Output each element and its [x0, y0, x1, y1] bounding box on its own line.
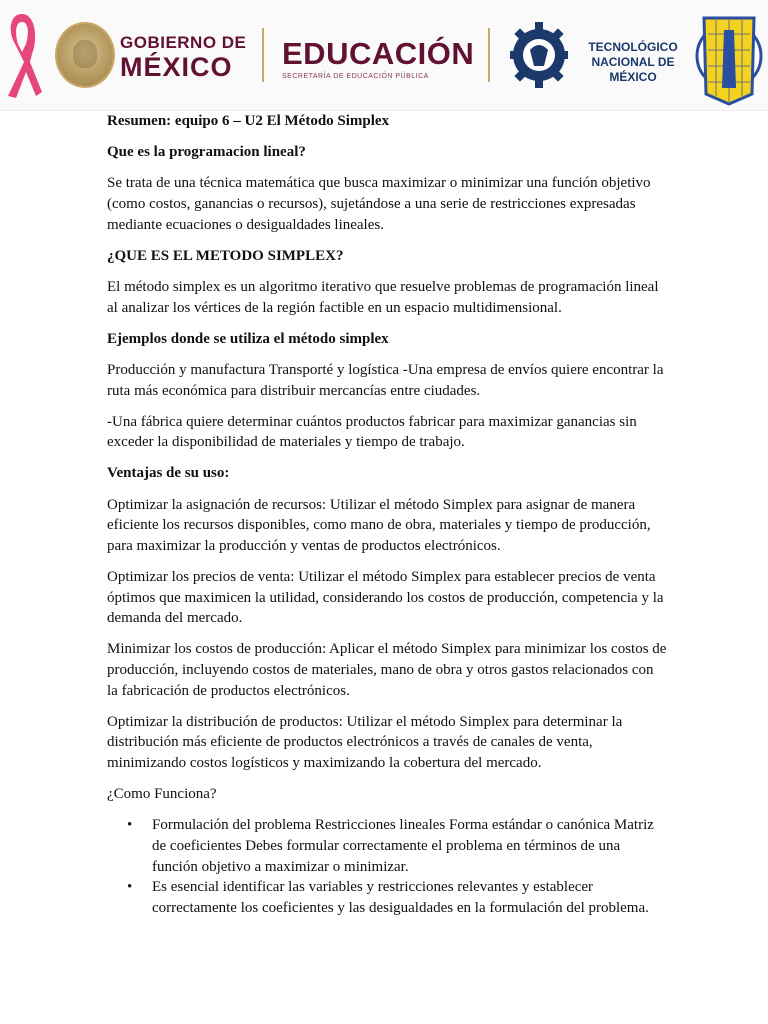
document-body	[107, 111, 667, 918]
paragraph-ventaja-distribucion: Optimizar la distribución de productos: Utilizar el método Simplex para determinar la distribución más eficiente de productos electrónicos a través de canales de venta, minimizando costos logísticos y maximizando la cobertura del mercado.	[107, 713, 623, 771]
heading-ventajas: Ventajas de su uso:	[107, 465, 230, 482]
list-item	[127, 815, 667, 877]
list-item-text: Formulación del problema Restricciones lineales Forma estándar o canónica Matriz de coeficientes Debes formular correctamente el problema en términos de una función objetivo a maximizar o minimizar.	[152, 817, 654, 875]
paragraph-ventaja-recursos: Optimizar la asignación de recursos: Utilizar el método Simplex para asignar de manera eficiente los recursos disponibles, como mano de obra, materiales y tiempo de producción, para maximizar la producción y ventas de productos electrónicos.	[107, 496, 651, 554]
gob-logo-line2: MÉXICO	[120, 52, 233, 82]
list-item-text: Es esencial identificar las variables y restricciones relevantes y establecer correctamente los coeficientes y las desigualdades en la formulación del problema.	[152, 879, 649, 916]
gobierno-de-mexico-logo	[120, 34, 260, 81]
bullet-dot-icon: •	[127, 879, 133, 896]
header-divider	[262, 28, 264, 82]
tecnm-wordmark	[572, 40, 694, 85]
paragraph-ventaja-costos: Minimizar los costos de producción: Aplicar el método Simplex para minimizar los costos de producción, incluyendo costos de materiales, mano de obra y otros gastos relacionados con la fabricación de productos electrónicos.	[107, 641, 667, 699]
heading-ejemplos: Ejemplos donde se utiliza el método simplex	[107, 330, 389, 347]
paragraph-ventaja-precios: Optimizar los precios de venta: Utilizar el método Simplex para establecer precios de venta óptimos que maximicen la utilidad, considerando los costos de producción, competencia y la demanda del mercado.	[107, 569, 664, 627]
heading-programacion-lineal: Que es la programacion lineal?	[107, 144, 306, 161]
heading-metodo-simplex: ¿QUE ES EL METODO SIMPLEX?	[107, 247, 344, 264]
list-item	[127, 877, 667, 918]
heading-como-funciona: ¿Como Funciona?	[107, 786, 217, 803]
edu-logo-subtitle: SECRETARÍA DE EDUCACIÓN PÚBLICA	[282, 73, 429, 80]
pink-ribbon-icon	[2, 10, 42, 100]
edu-logo-title: EDUCACIÓN	[282, 36, 475, 71]
paragraph-ejemplo-fabrica: -Una fábrica quiere determinar cuántos productos fabricar para maximizar ganancias sin exceder la disponibilidad de materiales y tiempo de trabajo.	[107, 413, 637, 451]
gob-logo-line1: GOBIERNO DE	[120, 33, 247, 52]
document-header-banner	[0, 0, 768, 111]
mexico-coat-of-arms-logo	[55, 22, 115, 88]
educacion-logo	[282, 38, 482, 80]
header-divider	[488, 28, 490, 82]
tecnm-line2: NACIONAL DE MÉXICO	[591, 55, 675, 84]
bullet-list-como-funciona	[107, 815, 667, 918]
bullet-dot-icon: •	[127, 817, 133, 834]
tecnm-line1: TECNOLÓGICO	[588, 40, 678, 54]
paragraph-ejemplo-logistica: Producción y manufactura Transporté y logística -Una empresa de envíos quiere encontrar la ruta más económica para distribuir mercancías entre ciudades.	[107, 361, 664, 399]
paragraph-definicion-pl: Se trata de una técnica matemática que busca maximizar o minimizar una función objetivo (como costos, ganancias o recursos), sujetándose a una serie de restricciones expresadas mediante ecuaciones o desigualdades lineales.	[107, 175, 651, 233]
document-title: Resumen: equipo 6 – U2 El Método Simplex	[107, 113, 390, 129]
paragraph-definicion-simplex: El método simplex es un algoritmo iterativo que resuelve problemas de programación lineal al analizar los vértices de la región factible en un espacio multidimensional.	[107, 278, 659, 316]
tecnm-gear-logo-icon	[510, 10, 568, 100]
institute-shield-logo	[694, 4, 764, 108]
